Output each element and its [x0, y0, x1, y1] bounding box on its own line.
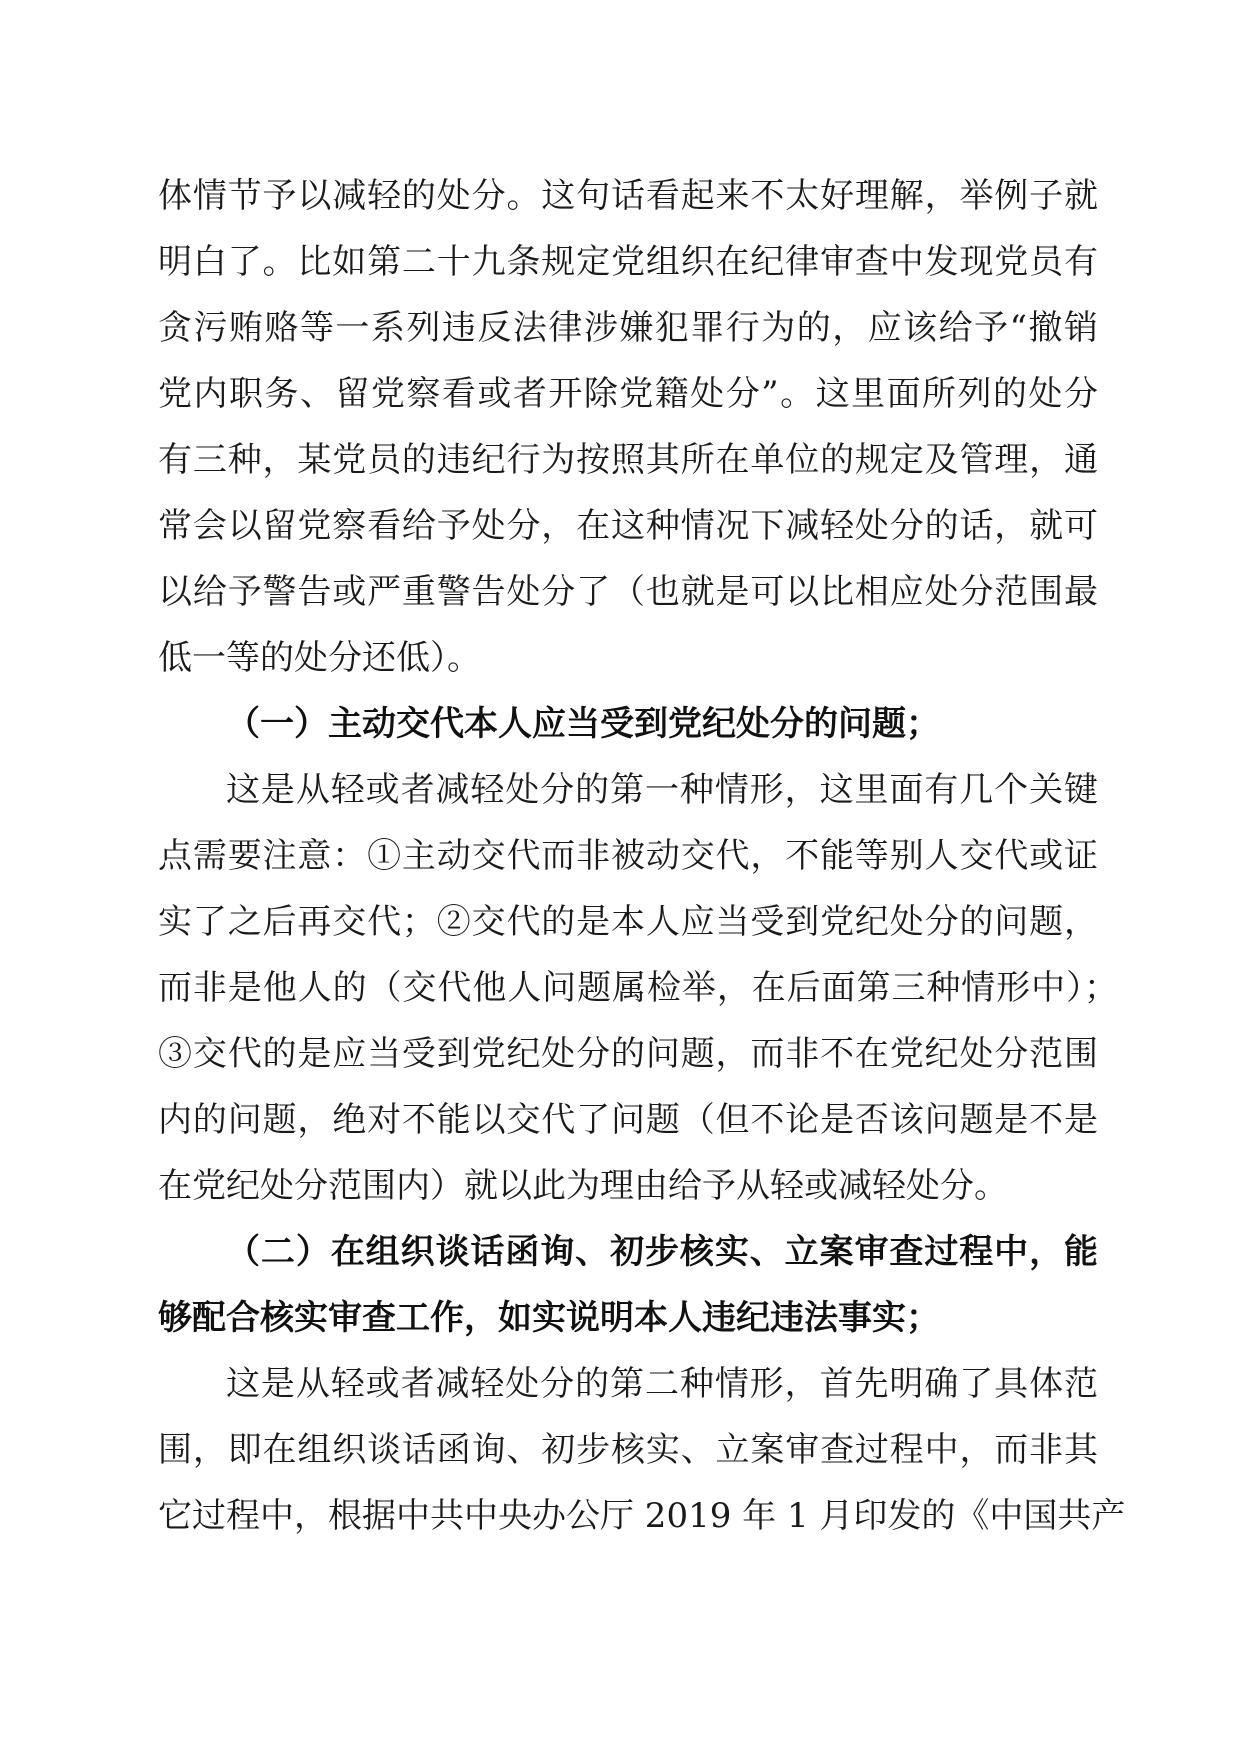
intro-line-8: 低一等的处分还低）。: [158, 638, 481, 678]
intro-line-6: 常会以留党察看给予处分，在这种情况下减轻处分的话，就可: [158, 506, 1098, 546]
paragraph-1-line-5: ③交代的是应当受到党纪处分的问题，而非不在党纪处分范围: [158, 1034, 1098, 1074]
intro-line-5: 有三种，某党员的违纪行为按照其所在单位的规定及管理，通: [158, 440, 1098, 480]
intro-line-3: 贪污贿赂等一系列违反法律涉嫌犯罪行为的，应该给予“撤销: [158, 308, 1098, 348]
paragraph-1-line-6: 内的问题，绝对不能以交代了问题（但不论是否该问题是不是: [158, 1100, 1098, 1140]
paragraph-1-line-7: 在党纪处分范围内）就以此为理由给予从轻或减轻处分。: [158, 1166, 1008, 1206]
intro-line-4: 党内职务、留党察看或者开除党籍处分”。这里面所列的处分: [158, 374, 1098, 414]
paragraph-1-line-1: 这是从轻或者减轻处分的第一种情形，这里面有几个关键: [226, 770, 1098, 810]
intro-line-1: 体情节予以减轻的处分。这句话看起来不太好理解，举例子就: [158, 176, 1098, 216]
paragraph-2-line-2: 围，即在组织谈话函询、初步核实、立案审查过程中，而非其: [158, 1430, 1098, 1470]
section-heading-2-line-2: 够配合核实审查工作，如实说明本人违纪违法事实；: [158, 1298, 940, 1338]
paragraph-1-line-4: 而非是他人的（交代他人问题属检举，在后面第三种情形中）；: [158, 968, 1118, 1008]
paragraph-1-line-3: 实了之后再交代；②交代的是本人应当受到党纪处分的问题，: [158, 902, 1098, 942]
section-heading-2-line-1: （二）在组织谈话函询、初步核实、立案审查过程中，能: [226, 1232, 1098, 1272]
paragraph-2-line-3: 它过程中，根据中共中央办公厅 2019 年 1 月印发的《中国共产: [158, 1496, 1126, 1536]
paragraph-1-line-2: 点需要注意：①主动交代而非被动交代，不能等别人交代或证: [158, 836, 1098, 876]
intro-line-7: 以给予警告或严重警告处分了（也就是可以比相应处分范围最: [158, 572, 1098, 612]
paragraph-2-line-1: 这是从轻或者减轻处分的第二种情形，首先明确了具体范: [226, 1364, 1098, 1404]
section-heading-1: （一）主动交代本人应当受到党纪处分的问题；: [226, 704, 940, 744]
intro-line-2: 明白了。比如第二十九条规定党组织在纪律审查中发现党员有: [158, 242, 1098, 282]
